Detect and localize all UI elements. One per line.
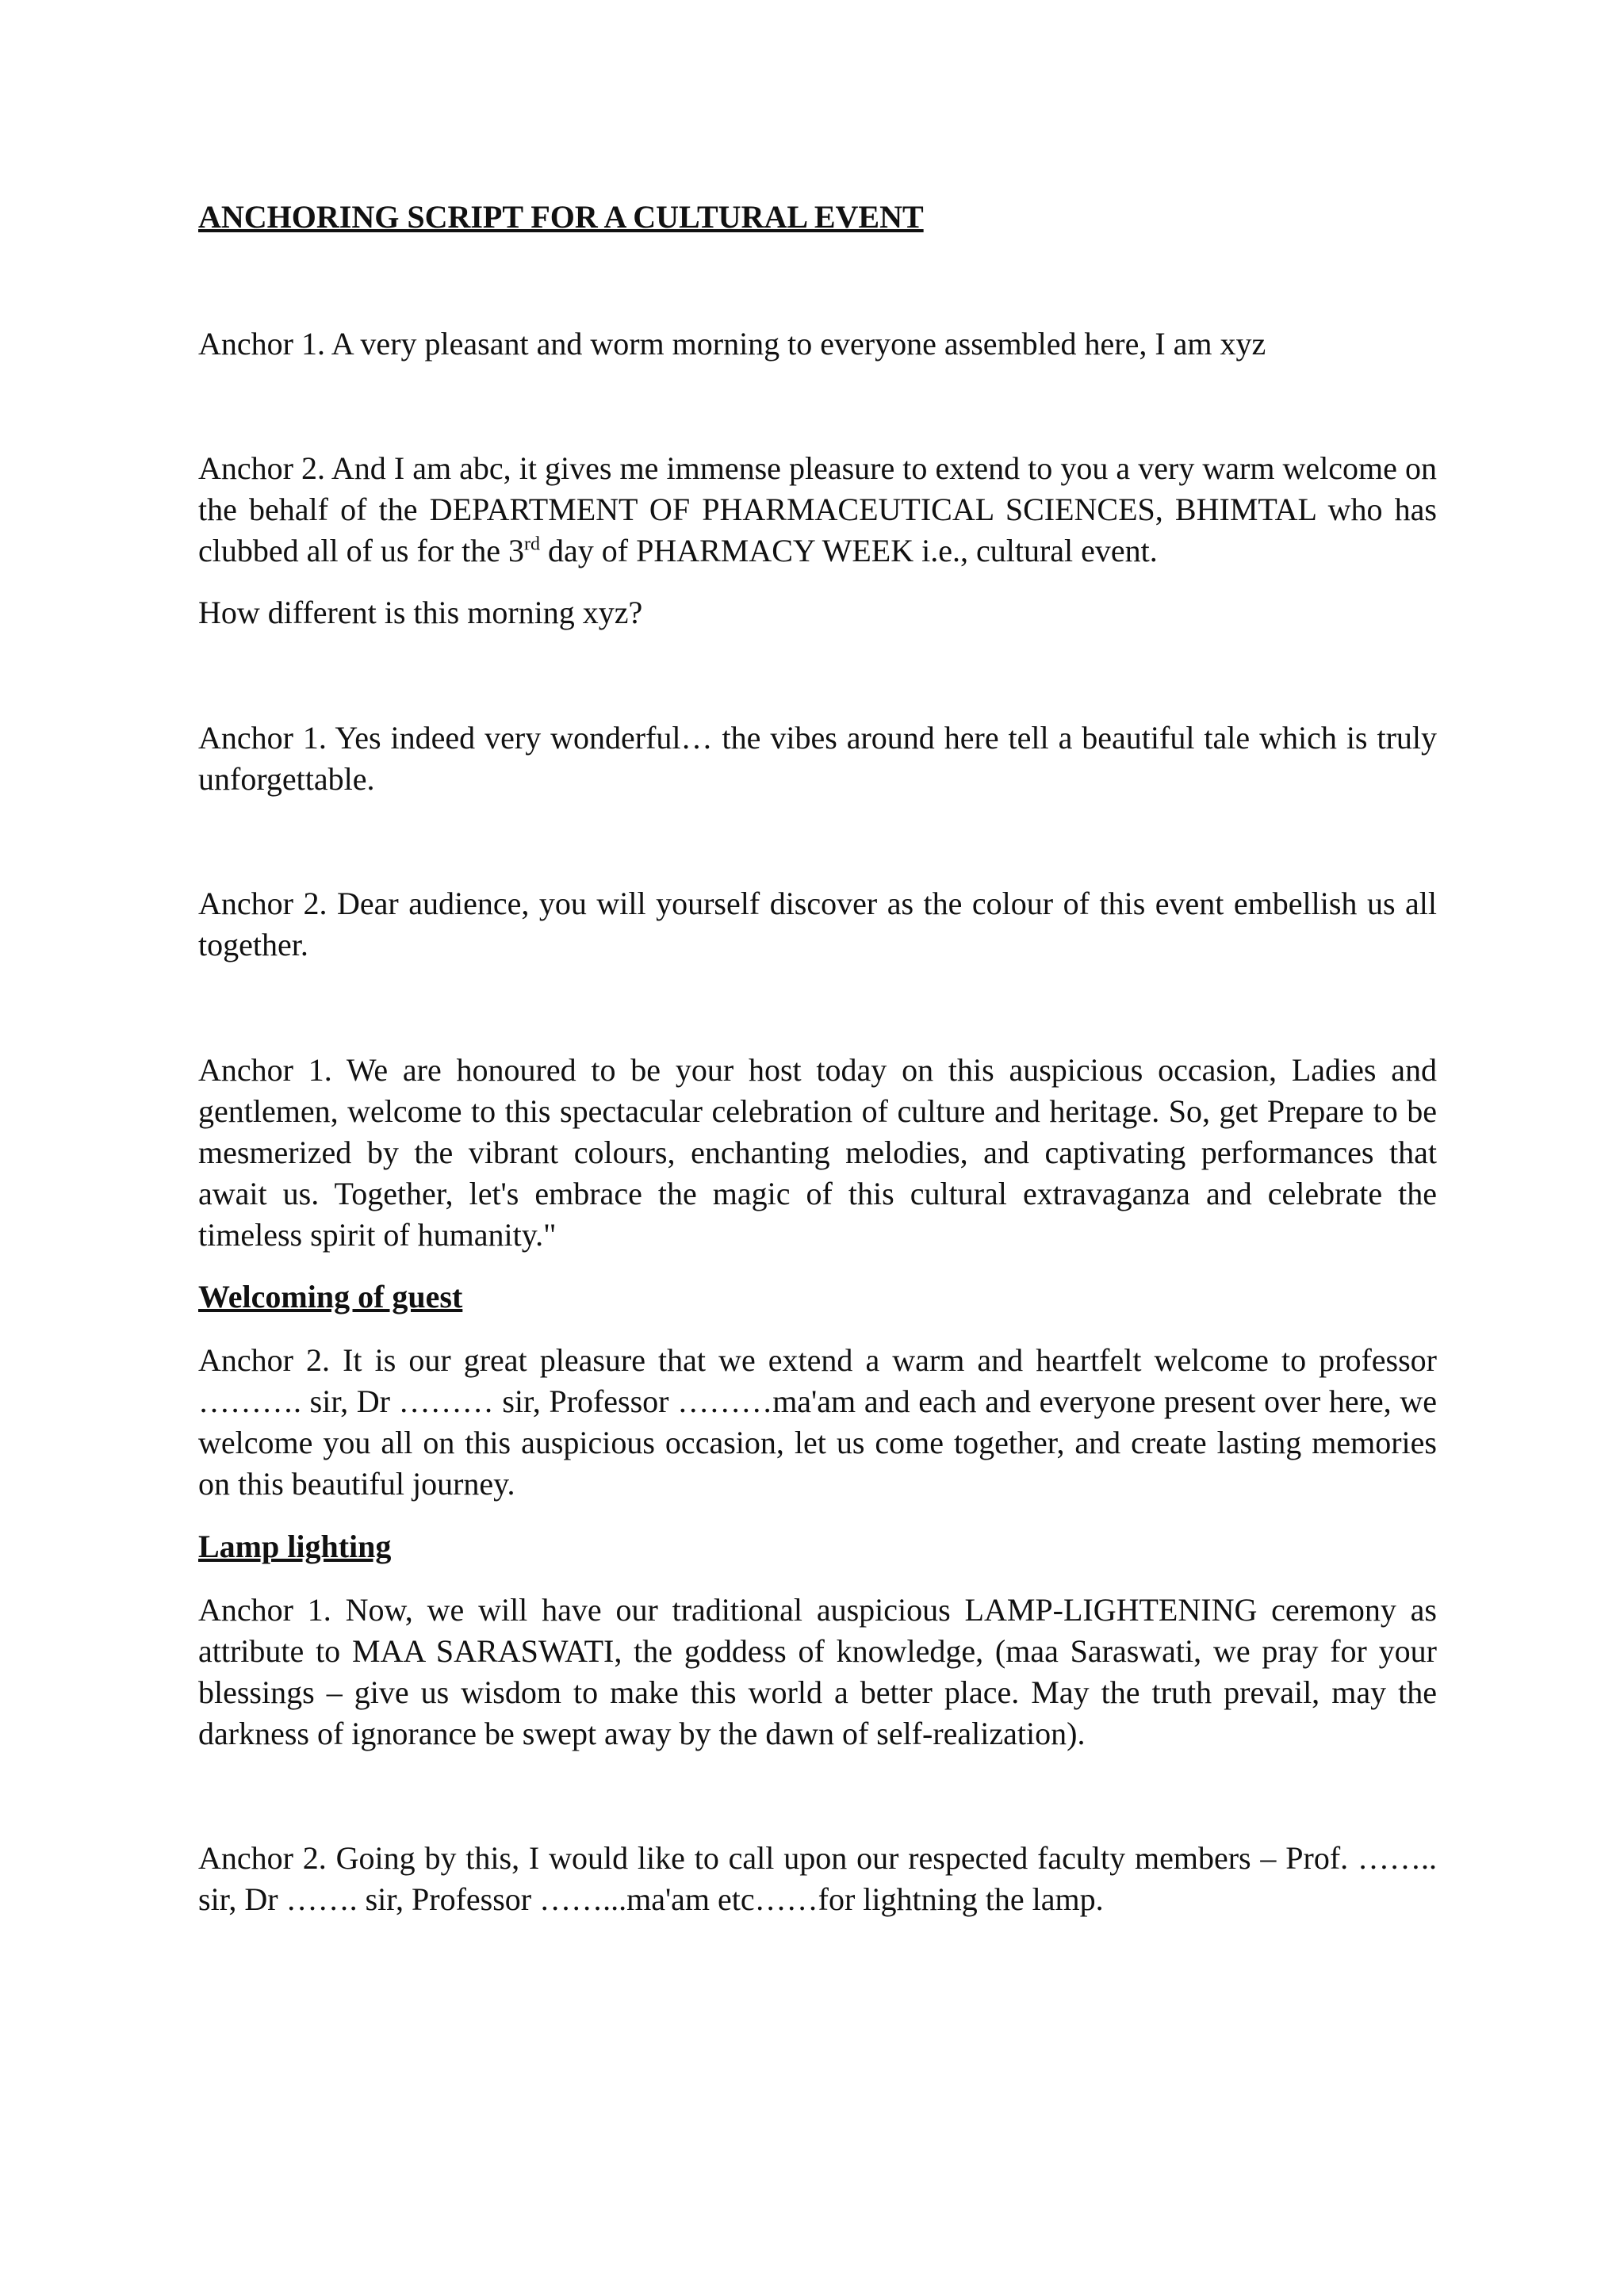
paragraph-anchor2-welcome bbox=[198, 448, 1437, 572]
paragraph-anchor2-welcome-end: day of PHARMACY WEEK i.e., cultural event. bbox=[540, 533, 1158, 568]
document-title: ANCHORING SCRIPT FOR A CULTURAL EVENT bbox=[198, 199, 924, 235]
paragraph-anchor2-guests: Anchor 2. It is our great pleasure that we extend a warm and heartfelt welcome to professor ………. sir, Dr ……… sir, Professor ………ma'am and each and everyone present over here, we welcome you all on this auspicious occasion, let us come together, and create lasting memories on this beautiful journey. bbox=[198, 1342, 1437, 1502]
ordinal-suffix: rd bbox=[524, 534, 540, 555]
paragraph-question: How different is this morning xyz? bbox=[198, 595, 643, 630]
section-heading-lamp: Lamp lighting bbox=[198, 1529, 392, 1564]
paragraph-anchor2-audience: Anchor 2. Dear audience, you will yourself discover as the colour of this event embellish us all together. bbox=[198, 886, 1437, 962]
paragraph-anchor1-greeting: Anchor 1. A very pleasant and worm morning to everyone assembled here, I am xyz bbox=[198, 326, 1266, 362]
paragraph-anchor2-welcome-text: Anchor 2. And I am abc, it gives me immense pleasure to extend to you a very warm welcome on the behalf of the DEPARTMENT OF PHARMACEUTICAL SCIENCES, BHIMTAL who has clubbed all of us for the 3 bbox=[198, 450, 1437, 568]
paragraph-anchor2-call: Anchor 2. Going by this, I would like to call upon our respected faculty members – Prof. …….. sir, Dr ……. sir, Professor ……...ma'am etc……for lightning the lamp. bbox=[198, 1840, 1437, 1917]
section-heading-welcoming: Welcoming of guest bbox=[198, 1279, 463, 1314]
document-page bbox=[198, 0, 1437, 2296]
paragraph-anchor1-host: Anchor 1. We are honoured to be your host today on this auspicious occasion, Ladies and gentlemen, welcome to this spectacular celebration of culture and heritage. So, get Prepare to be mesmerized by the vibrant colours, enchanting melodies, and captivating performances that await us. Together, let's embrace the magic of this cultural extravaganza and celebrate the timeless spirit of humanity." bbox=[198, 1052, 1437, 1253]
paragraph-anchor1-reply: Anchor 1. Yes indeed very wonderful… the vibes around here tell a beautiful tale which is truly unforgettable. bbox=[198, 720, 1437, 797]
paragraph-anchor1-lamp: Anchor 1. Now, we will have our traditional auspicious LAMP-LIGHTENING ceremony as attribute to MAA SARASWATI, the goddess of knowledge, (maa Saraswati, we pray for your blessings – give us wisdom to make this world a better place. May the truth prevail, may the darkness of ignorance be swept away by the dawn of self-realization). bbox=[198, 1592, 1437, 1751]
